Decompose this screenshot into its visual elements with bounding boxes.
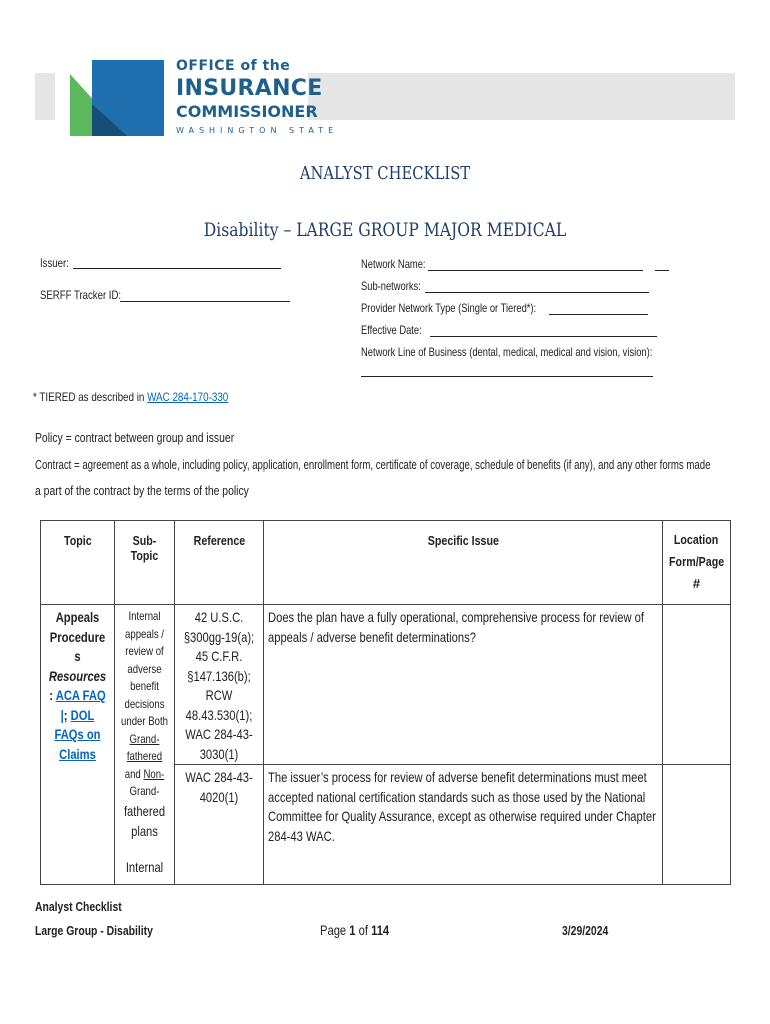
footer-line1: Analyst Checklist [35, 899, 122, 914]
page-prefix: Page [320, 922, 347, 938]
page-current: 1 [349, 922, 356, 938]
page-subtitle: Disability – LARGE GROUP MAJOR MEDICAL [203, 219, 567, 241]
header-subtopic: Sub-Topic [115, 521, 175, 605]
checklist-table [40, 520, 731, 885]
provider-type-input-line[interactable] [549, 314, 648, 315]
issue-cell: Does the plan have a fully operational, comprehensive process for review of appeals / adverse benefit determinations? [264, 605, 663, 765]
aca-faq-link[interactable]: ACA FAQ [55, 687, 106, 703]
location-cell[interactable] [663, 605, 731, 765]
effective-date-field [361, 323, 439, 337]
serff-field [40, 288, 141, 302]
claims-link[interactable]: Claims [59, 745, 96, 762]
tiered-note [33, 390, 271, 404]
contract-definition-text-2: a part of the contract by the terms of the policy [35, 483, 249, 498]
issuer-input-line[interactable] [73, 268, 281, 269]
logo-line1: OFFICE of the [176, 58, 291, 74]
wac-284-170-330-link[interactable]: WAC 284-170-330 [147, 390, 229, 404]
sub-networks-input-line[interactable] [425, 292, 649, 293]
header-location: Location Form/Page # [663, 521, 731, 605]
network-name-input-line[interactable] [428, 270, 643, 271]
page-number [320, 922, 406, 938]
network-lob-field [361, 345, 735, 359]
network-name-label: Network Name: [361, 257, 426, 271]
subtopic-cell: Internal appeals / review of adverse benefit decisions under Both Grand- fathered and Non- Grand- fathered plans Internal [115, 605, 175, 885]
header-reference: Reference [175, 521, 264, 605]
footer-line2: Large Group - Disability [35, 923, 153, 938]
network-lob-input-line[interactable] [361, 376, 653, 377]
dol-link[interactable]: DOL [70, 706, 95, 723]
logo-line3: COMMISSIONER [176, 102, 318, 121]
sub-networks-field [361, 279, 438, 293]
reference-cell: 42 U.S.C. §300gg-19(a); 45 C.F.R. §147.136(b); RCW 48.43.530(1); WAC 284-43- 3030(1) [175, 605, 264, 765]
table-row [41, 605, 731, 765]
policy-definition [35, 430, 284, 445]
header-specific-issue: Specific Issue [264, 521, 663, 605]
issuer-field [40, 256, 76, 270]
faqs-on-claims-link[interactable]: FAQs on [54, 726, 101, 742]
aca-faq-link-2[interactable]: | [60, 706, 64, 723]
network-name-input-line-2 [655, 270, 669, 271]
topic-cell: Appeals Procedure s Resources : ACA FAQ |; DOL FAQs on Claims [41, 605, 115, 885]
page-title: ANALYST CHECKLIST [299, 163, 471, 184]
network-name-field [361, 257, 444, 271]
reference-cell: WAC 284-43- 4020(1) [175, 765, 264, 885]
page-total: 114 [371, 922, 390, 938]
page-of: of [358, 922, 368, 938]
contract-definition-line2 [35, 483, 302, 498]
contract-definition-line1 [35, 457, 770, 472]
effective-date-input-line[interactable] [430, 336, 657, 337]
network-lob-label: Network Line of Business (dental, medical, medical and vision, vision): [361, 345, 653, 359]
serff-input-line[interactable] [120, 301, 290, 302]
sub-networks-label: Sub-networks: [361, 279, 421, 293]
location-cell[interactable] [663, 765, 731, 885]
provider-type-field [361, 301, 586, 315]
provider-type-label: Provider Network Type (Single or Tiered*): [361, 301, 537, 315]
policy-definition-text: Policy = contract between group and issuer [35, 430, 235, 445]
effective-date-label: Effective Date: [361, 323, 422, 337]
header-topic: Topic [41, 521, 115, 605]
logo-line2: INSURANCE [176, 76, 323, 101]
contract-definition-text-1: Contract = agreement as a whole, including policy, application, enrollment form, certificate of coverage, schedule of benefits (if any), and any other forms made [35, 457, 711, 472]
issue-cell: The issuer’s process for review of adverse benefit determinations must meet accepted national certification standards such as those used by the National Committee for Quality Assurance, except as otherwise required under Chapter 284-43 WAC. [264, 765, 663, 885]
tiered-note-text: * TIERED as described in [33, 390, 145, 404]
table-header-row [41, 521, 731, 605]
logo-line4: WASHINGTON STATE [176, 126, 339, 135]
issuer-label: Issuer: [40, 256, 69, 270]
header-bar-right [300, 73, 735, 120]
header-bar-left [35, 73, 55, 120]
footer-date: 3/29/2024 [562, 923, 609, 938]
serff-label: SERFF Tracker ID: [40, 288, 122, 302]
